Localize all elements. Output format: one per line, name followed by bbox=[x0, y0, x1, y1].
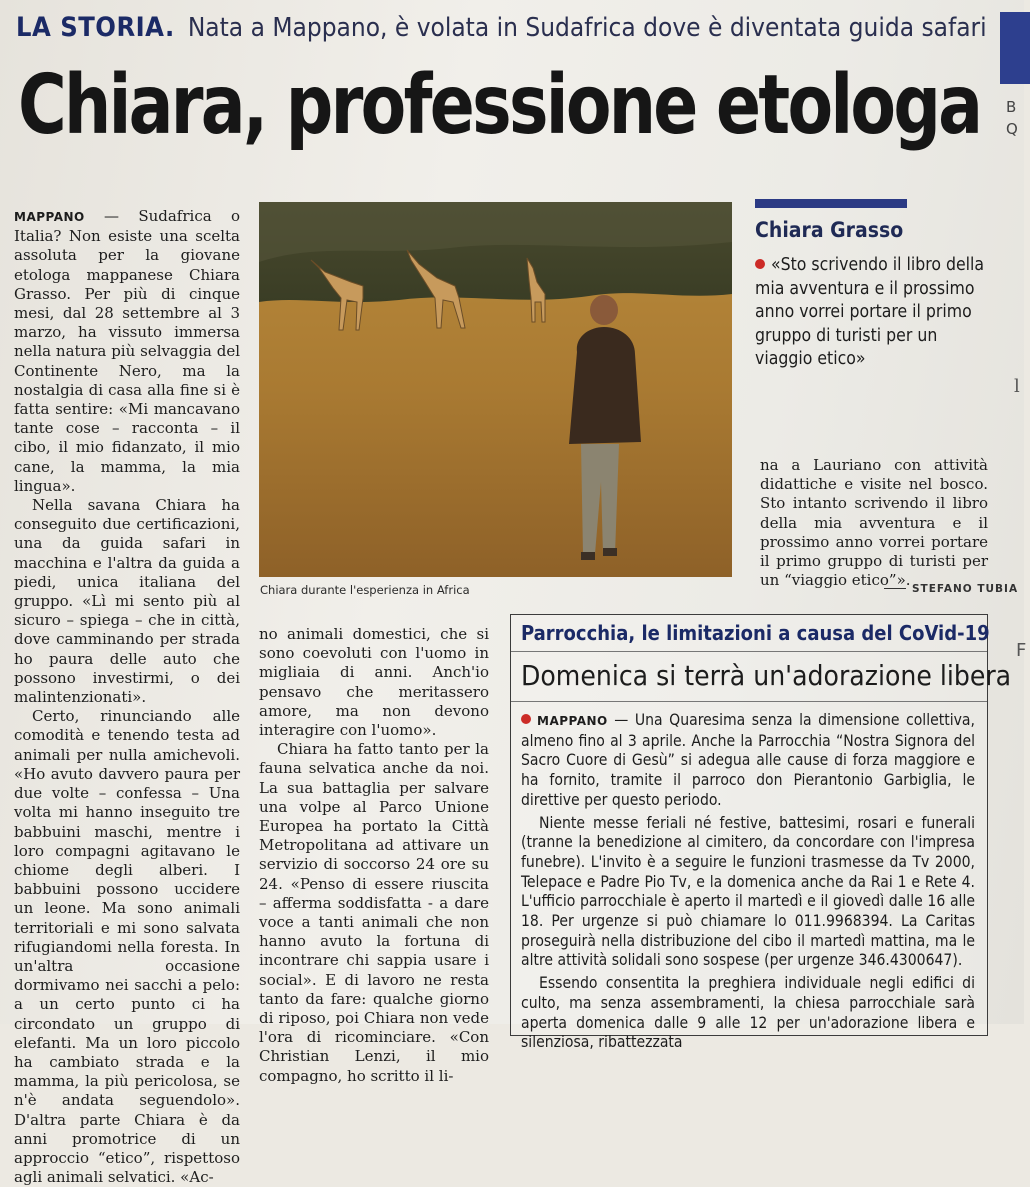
headline: Chiara, professione etologa bbox=[18, 58, 981, 153]
article-paragraph: Certo, rinunciando alle comodità e tenendo testa ad animali per nulla amichevoli. «Ho avuto davvero paura per due volte – confessa – Una volta mi hanno inseguito tre babbuini maschi, mentre i loro compagni agitavano le chiome degli alberi. I babbuini possono uccidere un leone. Ma sono animali territoriali e mi sono salvata rifugiandomi nella foresta. In un'altra occasione dormivamo nei sacchi a pelo: a un certo punto ci ha circondato un gruppo di elefanti. Ma un loro piccolo ha cambiato strada e la mamma, la più pericolosa, se n'è andata seguendolo». D'altra parte Chiara è da anni promotrice di un approccio “etico”, rispettoso agli animali selvatici. «Ac- bbox=[14, 707, 240, 1187]
article-paragraph: na a Lauriano con attività didattiche e visite nel bosco. Sto intanto scrivendo il libro della mia avventura e il prossimo anno vorrei portare il primo gruppo di turisti per un “viaggio etico”». bbox=[760, 456, 988, 590]
section-label: LA STORIA. bbox=[16, 12, 175, 43]
byline: STEFANO TUBIA bbox=[884, 583, 1018, 595]
adjacent-page-text: B bbox=[1006, 98, 1017, 116]
adjacent-page-text: F bbox=[1016, 640, 1027, 661]
pull-quote-text: «Sto scrivendo il libro della mia avventura e il prossimo anno vorrei portare il primo gruppo di turisti per un viaggio etico» bbox=[755, 255, 985, 370]
article-column-1 bbox=[14, 207, 240, 1187]
parish-paragraph: Niente messe feriali né festive, battesimi, rosari e funerali (tranne la benedizione al cimitero, da concordare con l'impresa funebre). L'invito è a seguire le funzioni trasmesse da Tv 2000, Telepace e Padre Pio Tv, e la domenica anche da Rai 1 e Rete 4. L'ufficio parrocchiale è aperto il martedì e il giovedì dalle 16 alle 18. Per urgenze si può chiamare lo 011.9968394. La Caritas proseguirà nella distribuzione del cibo il martedì mattina, ma le altre attività solidali sono sospese (per urgenze 346.4300647). bbox=[521, 813, 975, 970]
quote-attribution: Chiara Grasso bbox=[755, 218, 904, 242]
adjacent-page-logo bbox=[1000, 12, 1030, 84]
lead-text: — Sudafrica o Italia? Non esiste una scelta assoluta per la giovane etologa mappanese Chiara Grasso. Per più di cinque mesi, dal 28 settembre al 3 marzo, ha vissuto immersa nella natura più selvaggia del Continente Nero, ma la nostalgia di casa alla fine si è fatta sentire: «Mi mancavano tante cose – racconta – il cibo, il mio fidanzato, il mio cane, la mamma, la mia lingua». bbox=[14, 207, 240, 495]
parish-lead-text: — Una Quaresima senza la dimensione collettiva, almeno fino al 3 aprile. Anche la Parrocchia “Nostra Signora del Sacro Cuore di Gesù” si adegua alle cause di forza maggiore e ha fornito, tramite il parroco don Pierantonio Garbiglia, le direttive per questo periodo. bbox=[521, 711, 975, 809]
parish-box-body bbox=[521, 711, 975, 1053]
savanna-photo-illustration bbox=[259, 202, 732, 577]
red-bullet-icon bbox=[521, 714, 531, 724]
divider bbox=[511, 701, 987, 702]
parish-paragraph bbox=[521, 711, 975, 811]
parish-box-title: Domenica si terrà un'adorazione libera bbox=[521, 659, 1012, 692]
article-column-2 bbox=[259, 625, 489, 1086]
adjacent-page-text: l bbox=[1014, 376, 1020, 397]
photo-caption: Chiara durante l'esperienza in Africa bbox=[260, 583, 470, 597]
pull-quote bbox=[755, 254, 985, 372]
parish-paragraph: Essendo consentita la preghiera individuale negli edifici di culto, ma senza assembramenti, la chiesa parrocchiale sarà aperta domenica dalle 9 alle 12 per un'adorazione libera e silenziosa, ribattezzata bbox=[521, 974, 975, 1052]
red-bullet-icon bbox=[755, 259, 765, 269]
parish-news-box bbox=[510, 614, 1012, 1052]
adjacent-page-text: Q bbox=[1006, 120, 1018, 138]
article-photo bbox=[259, 202, 732, 577]
lead-paragraph bbox=[14, 207, 240, 496]
dateline: MAPPANO bbox=[14, 210, 85, 224]
article-column-3 bbox=[760, 456, 988, 590]
parish-box-kicker: Parrocchia, le limitazioni a causa del CoVid-19 bbox=[521, 621, 990, 645]
article-paragraph: Nella savana Chiara ha conseguito due certificazioni, una da guida safari in macchina e l'altra da guida a piedi, unica italiana del gruppo. «Lì mi sento più al sicuro – spiega – che in città, dove camminando per strada ho paura delle auto che possono investirmi, o dei malintenzionati». bbox=[14, 496, 240, 707]
dateline: MAPPANO bbox=[537, 714, 608, 728]
kicker-subtitle: Nata a Mappano, è volata in Sudafrica dove è diventata guida safari bbox=[187, 13, 987, 43]
article-paragraph: Chiara ha fatto tanto per la fauna selvatica anche da noi. La sua battaglia per salvare una volpe al Parco Unione Europea ha portato la Città Metropolitana ad attivare un servizio di soccorso 24 ore su 24. «Penso di essere riuscita – afferma soddisfatta - a dare voce a tanti animali che non hanno avuto la fortuna di incontrare chi sappia usare i social». E di lavoro ne resta tanto da fare: qualche giorno di riposo, poi Chiara non vede l'ora di ricominciare. «Con Christian Lenzi, il mio compagno, ho scritto il li- bbox=[259, 740, 489, 1085]
section-kicker bbox=[16, 12, 987, 43]
quote-accent-bar bbox=[755, 199, 907, 208]
article-paragraph: no animali domestici, che si sono coevoluti con l'uomo in migliaia di anni. Anch'io pensavo che meritassero amore, ma non devono interagire con l'uomo». bbox=[259, 625, 489, 740]
